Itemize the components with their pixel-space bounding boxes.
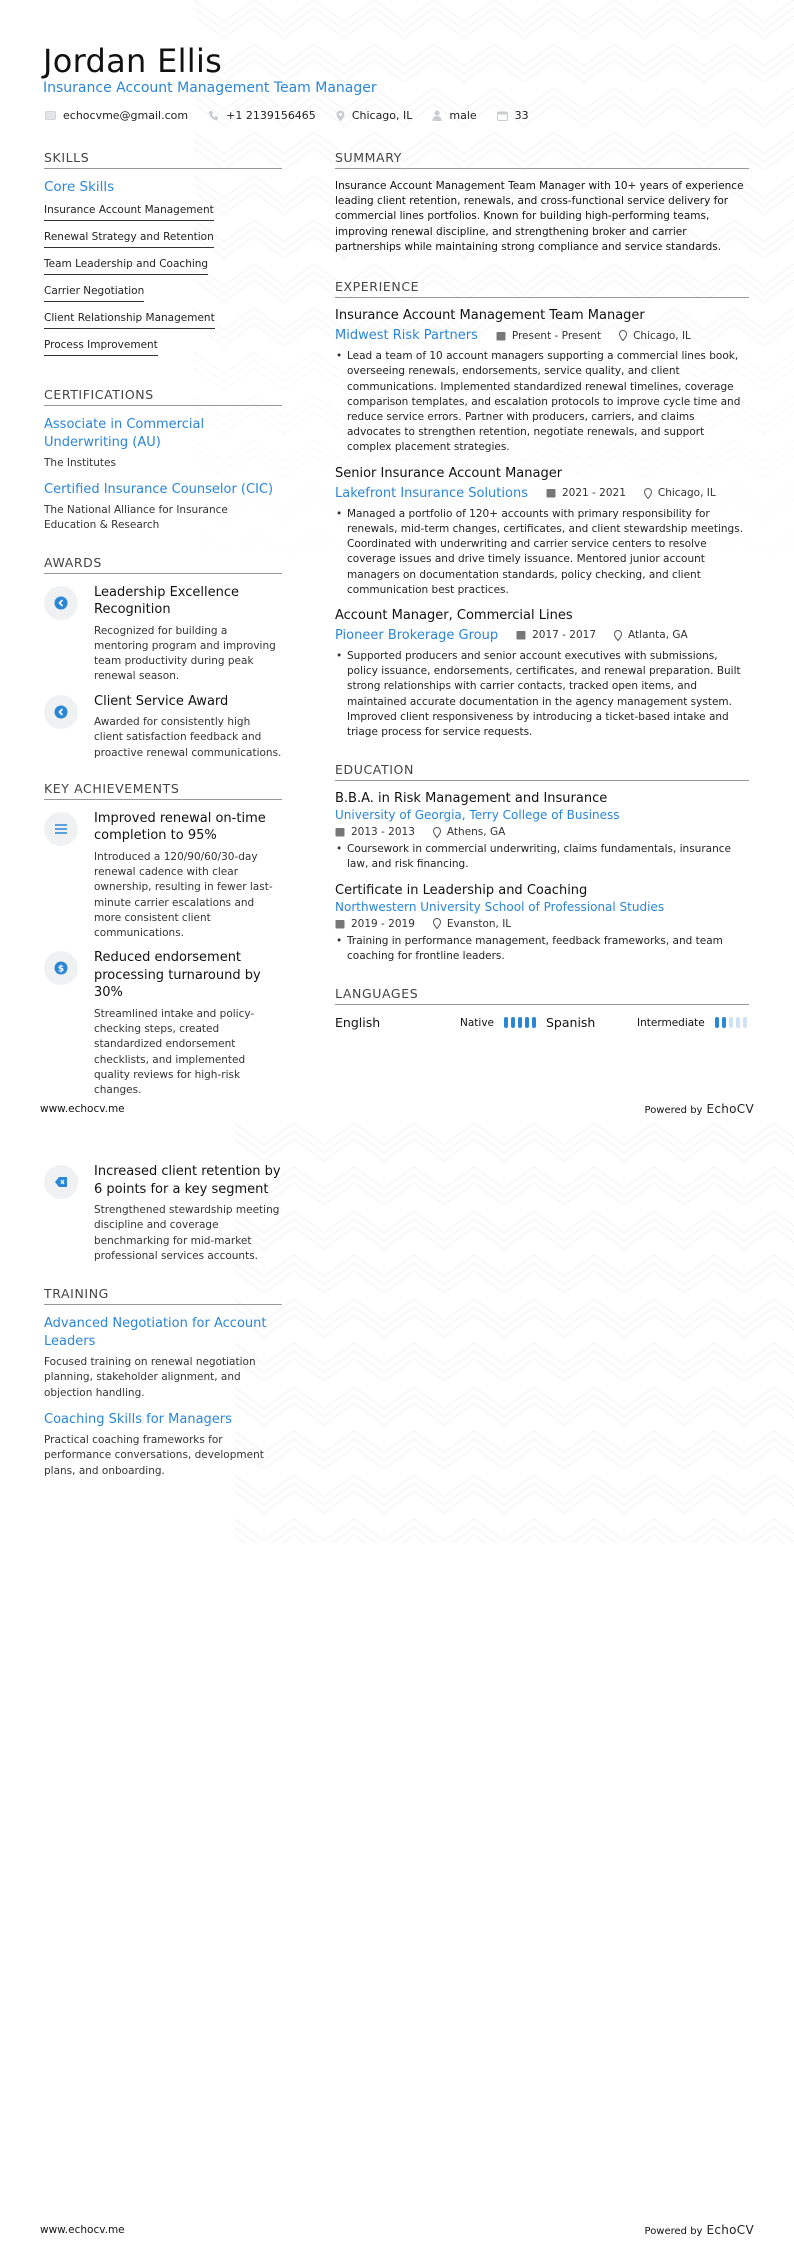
training-name: Advanced Negotiation for Account Leaders xyxy=(44,1315,267,1349)
location-pin-icon xyxy=(614,630,622,641)
edu-dates: 2019 - 2019 xyxy=(351,917,415,930)
job-description: • Supported producers and senior account executives with submissions, policy issuance, endorsements, certificates, and renewal preparation. Built strong relationships with carrier contacts, tracked open items, and maintained accurate documentation in the agency management system. Improved client responsiveness by introducing a ticket-based intake and triage process for service requests. xyxy=(347,649,749,740)
award-description: Recognized for building a mentoring program and improving team productivity during peak renewal season. xyxy=(94,624,276,683)
left-column-continued xyxy=(44,1163,282,1489)
section-title-certifications: CERTIFICATIONS xyxy=(44,387,282,406)
edu-dates: 2013 - 2013 xyxy=(351,826,415,839)
job-dates: Present - Present xyxy=(511,329,602,342)
language-level: Native xyxy=(460,1016,494,1029)
achievement-title: Increased client retention by 6 points for a key segment xyxy=(94,1164,281,1197)
achievement-title: Reduced endorsement processing turnaround by 30% xyxy=(94,950,261,1001)
contact-bar xyxy=(45,109,549,122)
certifications-section xyxy=(44,387,282,533)
education-section xyxy=(335,762,749,964)
award-title: Client Service Award xyxy=(94,693,229,709)
language-proficiency-dots xyxy=(504,1017,536,1028)
language-level: Intermediate xyxy=(637,1016,705,1029)
email-icon xyxy=(45,111,56,120)
section-title-training: TRAINING xyxy=(44,1286,282,1305)
location-text: Chicago, IL xyxy=(351,109,413,122)
proficiency-dot-empty xyxy=(729,1017,733,1028)
proficiency-dot-filled xyxy=(518,1017,522,1028)
skills-section xyxy=(44,150,282,363)
location-pin-icon xyxy=(433,827,441,838)
email-text: echocvme@gmail.com xyxy=(63,109,189,122)
section-title-awards: AWARDS xyxy=(44,555,282,574)
footer-powered xyxy=(645,1102,754,1116)
job-title: Senior Insurance Account Manager xyxy=(335,465,563,481)
edu-description: • Training in performance management, feedback frameworks, and team coaching for frontline leaders. xyxy=(347,934,749,964)
tag-icon xyxy=(44,1165,78,1199)
footer-website[interactable]: www.echocv.me xyxy=(40,2224,125,2236)
contact-phone[interactable] xyxy=(208,109,316,122)
candidate-name: Jordan Ellis xyxy=(43,42,223,80)
section-title-summary: SUMMARY xyxy=(335,150,749,169)
job-description: • Lead a team of 10 account managers supporting a commercial lines book, overseeing renewals, endorsements, service quality, and client communications. Implemented standardized renewal timelines, coverage comparison templates, and escalation protocols to improve cycle time and reduce service errors. Partner with producers, carriers, and claims advocates to strengthen retention, negotiate renewals, and support complex placement strategies. xyxy=(347,349,749,456)
brand-logo[interactable]: EchoCV xyxy=(706,2223,754,2237)
powered-by-text: Powered by xyxy=(644,2226,703,2237)
calendar-icon xyxy=(516,630,526,640)
training-name: Coaching Skills for Managers xyxy=(44,1411,232,1427)
achievement-item xyxy=(44,1163,282,1264)
dollar-icon xyxy=(44,951,78,985)
training-section xyxy=(44,1286,282,1479)
job-title: Insurance Account Management Team Manager xyxy=(335,308,645,324)
award-item xyxy=(44,693,282,761)
job-title: Account Manager, Commercial Lines xyxy=(335,607,573,623)
medal-icon xyxy=(44,695,78,729)
calendar-icon xyxy=(497,111,508,121)
proficiency-dot-filled xyxy=(532,1017,536,1028)
proficiency-dot-empty xyxy=(743,1017,747,1028)
proficiency-dot-filled xyxy=(504,1017,508,1028)
proficiency-dot-filled xyxy=(511,1017,515,1028)
proficiency-dot-filled xyxy=(722,1017,726,1028)
experience-section xyxy=(335,279,749,740)
achievements-section xyxy=(44,781,282,1098)
location-pin-icon xyxy=(336,110,345,122)
languages-section xyxy=(335,986,749,1030)
summary-text: Insurance Account Management Team Manager with 10+ years of experience leading client retention, renewals, and cross-functional service delivery for commercial lines portfolios. Known for building high-performing teams, improving renewal discipline, and strengthening broker and carrier partnerships while maintaining strong compliance and service standards. xyxy=(335,180,744,253)
cert-org: The National Alliance for Insurance Education & Research xyxy=(44,504,228,532)
awards-section xyxy=(44,555,282,761)
cert-org: The Institutes xyxy=(44,457,116,470)
job-entry xyxy=(335,466,749,598)
job-location: Chicago, IL xyxy=(633,329,691,342)
skill-item: Team Leadership and Coaching xyxy=(44,255,208,275)
job-description: • Managed a portfolio of 120+ accounts with primary responsibility for renewals, mid-term changes, certificates, and client stewardship meetings. Coordinated with underwriting and carrier service centers to resolve coverage issues and drive timely issuance. Mentored junior account managers on documentation standards, policy checking, and client communication best practices. xyxy=(347,507,749,598)
calendar-icon xyxy=(496,331,506,341)
training-description: Focused training on renewal negotiation planning, stakeholder alignment, and objection handling. xyxy=(44,1356,256,1399)
section-title-skills: SKILLS xyxy=(44,150,282,169)
svg-text:$: $ xyxy=(57,964,65,975)
achievement-description: Introduced a 120/90/60/30-day renewal cadence with clear ownership, resulting in fewer last-minute carrier escalations and more consistent client communications. xyxy=(94,850,273,940)
award-item xyxy=(44,584,282,685)
left-column xyxy=(44,150,282,1106)
summary-section xyxy=(335,150,749,255)
edu-location: Athens, GA xyxy=(446,826,506,839)
language-proficiency-dots xyxy=(715,1017,747,1028)
phone-text: +1 2139156465 xyxy=(226,109,316,122)
edu-school: Northwestern University School of Professional Studies xyxy=(335,899,665,914)
language-name: English xyxy=(335,1015,381,1031)
job-company: Lakefront Insurance Solutions xyxy=(335,485,528,501)
calendar-icon xyxy=(335,919,345,929)
job-company: Midwest Risk Partners xyxy=(335,328,478,344)
section-title-experience: EXPERIENCE xyxy=(335,279,749,298)
cert-name: Certified Insurance Counselor (CIC) xyxy=(44,481,274,497)
skill-item: Insurance Account Management xyxy=(44,201,214,221)
skill-list xyxy=(44,201,282,363)
powered-by-text: Powered by xyxy=(644,1105,703,1116)
job-entry xyxy=(335,608,749,740)
job-dates: 2021 - 2021 xyxy=(561,487,626,500)
contact-gender xyxy=(432,109,476,122)
award-title: Leadership Excellence Recognition xyxy=(94,584,240,618)
achievement-title: Improved renewal on-time completion to 95% xyxy=(94,810,266,844)
achievement-item xyxy=(44,949,282,1098)
skill-item: Carrier Negotiation xyxy=(44,282,144,302)
achievement-description: Strengthened stewardship meeting discipline and coverage benchmarking for mid-market professional services accounts. xyxy=(94,1204,280,1262)
skill-item: Process Improvement xyxy=(44,336,158,356)
location-pin-icon xyxy=(433,918,441,929)
section-title-education: EDUCATION xyxy=(335,762,749,781)
language-name: Spanish xyxy=(546,1015,596,1031)
section-title-languages: LANGUAGES xyxy=(335,986,749,1005)
contact-email[interactable] xyxy=(45,109,188,122)
training-description: Practical coaching frameworks for performance conversations, development plans, and onboarding. xyxy=(44,1434,264,1477)
list-icon xyxy=(44,812,78,846)
medal-icon xyxy=(44,586,78,620)
edu-school: University of Georgia, Terry College of Business xyxy=(335,808,620,823)
job-location: Chicago, IL xyxy=(657,487,716,500)
calendar-icon xyxy=(335,827,345,837)
achievement-description: Streamlined intake and policy-checking steps, created standardized endorsement checklists, and implemented quality reviews for high-risk changes. xyxy=(94,1007,255,1097)
edu-degree: Certificate in Leadership and Coaching xyxy=(335,882,588,898)
edu-degree: B.B.A. in Risk Management and Insurance xyxy=(335,791,608,807)
proficiency-dot-filled xyxy=(525,1017,529,1028)
achievement-item xyxy=(44,810,282,941)
location-pin-icon xyxy=(644,488,652,499)
job-location: Atlanta, GA xyxy=(628,629,688,642)
skill-item: Renewal Strategy and Retention xyxy=(44,228,214,248)
award-description: Awarded for consistently high client satisfaction feedback and proactive renewal communications. xyxy=(94,716,282,759)
calendar-icon xyxy=(546,488,556,498)
edu-description: • Coursework in commercial underwriting, claims fundamentals, insurance law, and risk financing. xyxy=(347,842,749,872)
age-text: 33 xyxy=(514,109,529,122)
languages-row xyxy=(335,1015,749,1030)
proficiency-dot-empty xyxy=(736,1017,740,1028)
contact-location xyxy=(336,109,413,122)
proficiency-dot-filled xyxy=(715,1017,719,1028)
footer-powered xyxy=(645,2223,754,2237)
skill-item: Client Relationship Management xyxy=(44,309,215,329)
education-entry xyxy=(335,883,749,964)
edu-location: Evanston, IL xyxy=(446,917,512,930)
location-pin-icon xyxy=(619,330,627,341)
section-title-achievements: KEY ACHIEVEMENTS xyxy=(44,781,282,800)
person-icon xyxy=(432,110,442,121)
candidate-headline: Insurance Account Management Team Manager xyxy=(43,80,377,96)
phone-icon xyxy=(208,110,219,121)
job-dates: 2017 - 2017 xyxy=(532,629,597,642)
gender-text: male xyxy=(449,109,477,122)
job-company: Pioneer Brokerage Group xyxy=(335,627,499,643)
brand-logo[interactable]: EchoCV xyxy=(706,1102,754,1116)
cert-name: Associate in Commercial Underwriting (AU) xyxy=(44,417,205,450)
footer-website[interactable]: www.echocv.me xyxy=(40,1103,125,1115)
job-entry xyxy=(335,308,749,456)
background-pattern xyxy=(234,1123,794,1543)
resume-page-2 xyxy=(0,1123,794,2246)
skill-group-title: Core Skills xyxy=(44,179,115,195)
right-column xyxy=(335,150,749,1030)
contact-age xyxy=(497,109,529,122)
education-entry xyxy=(335,791,749,872)
